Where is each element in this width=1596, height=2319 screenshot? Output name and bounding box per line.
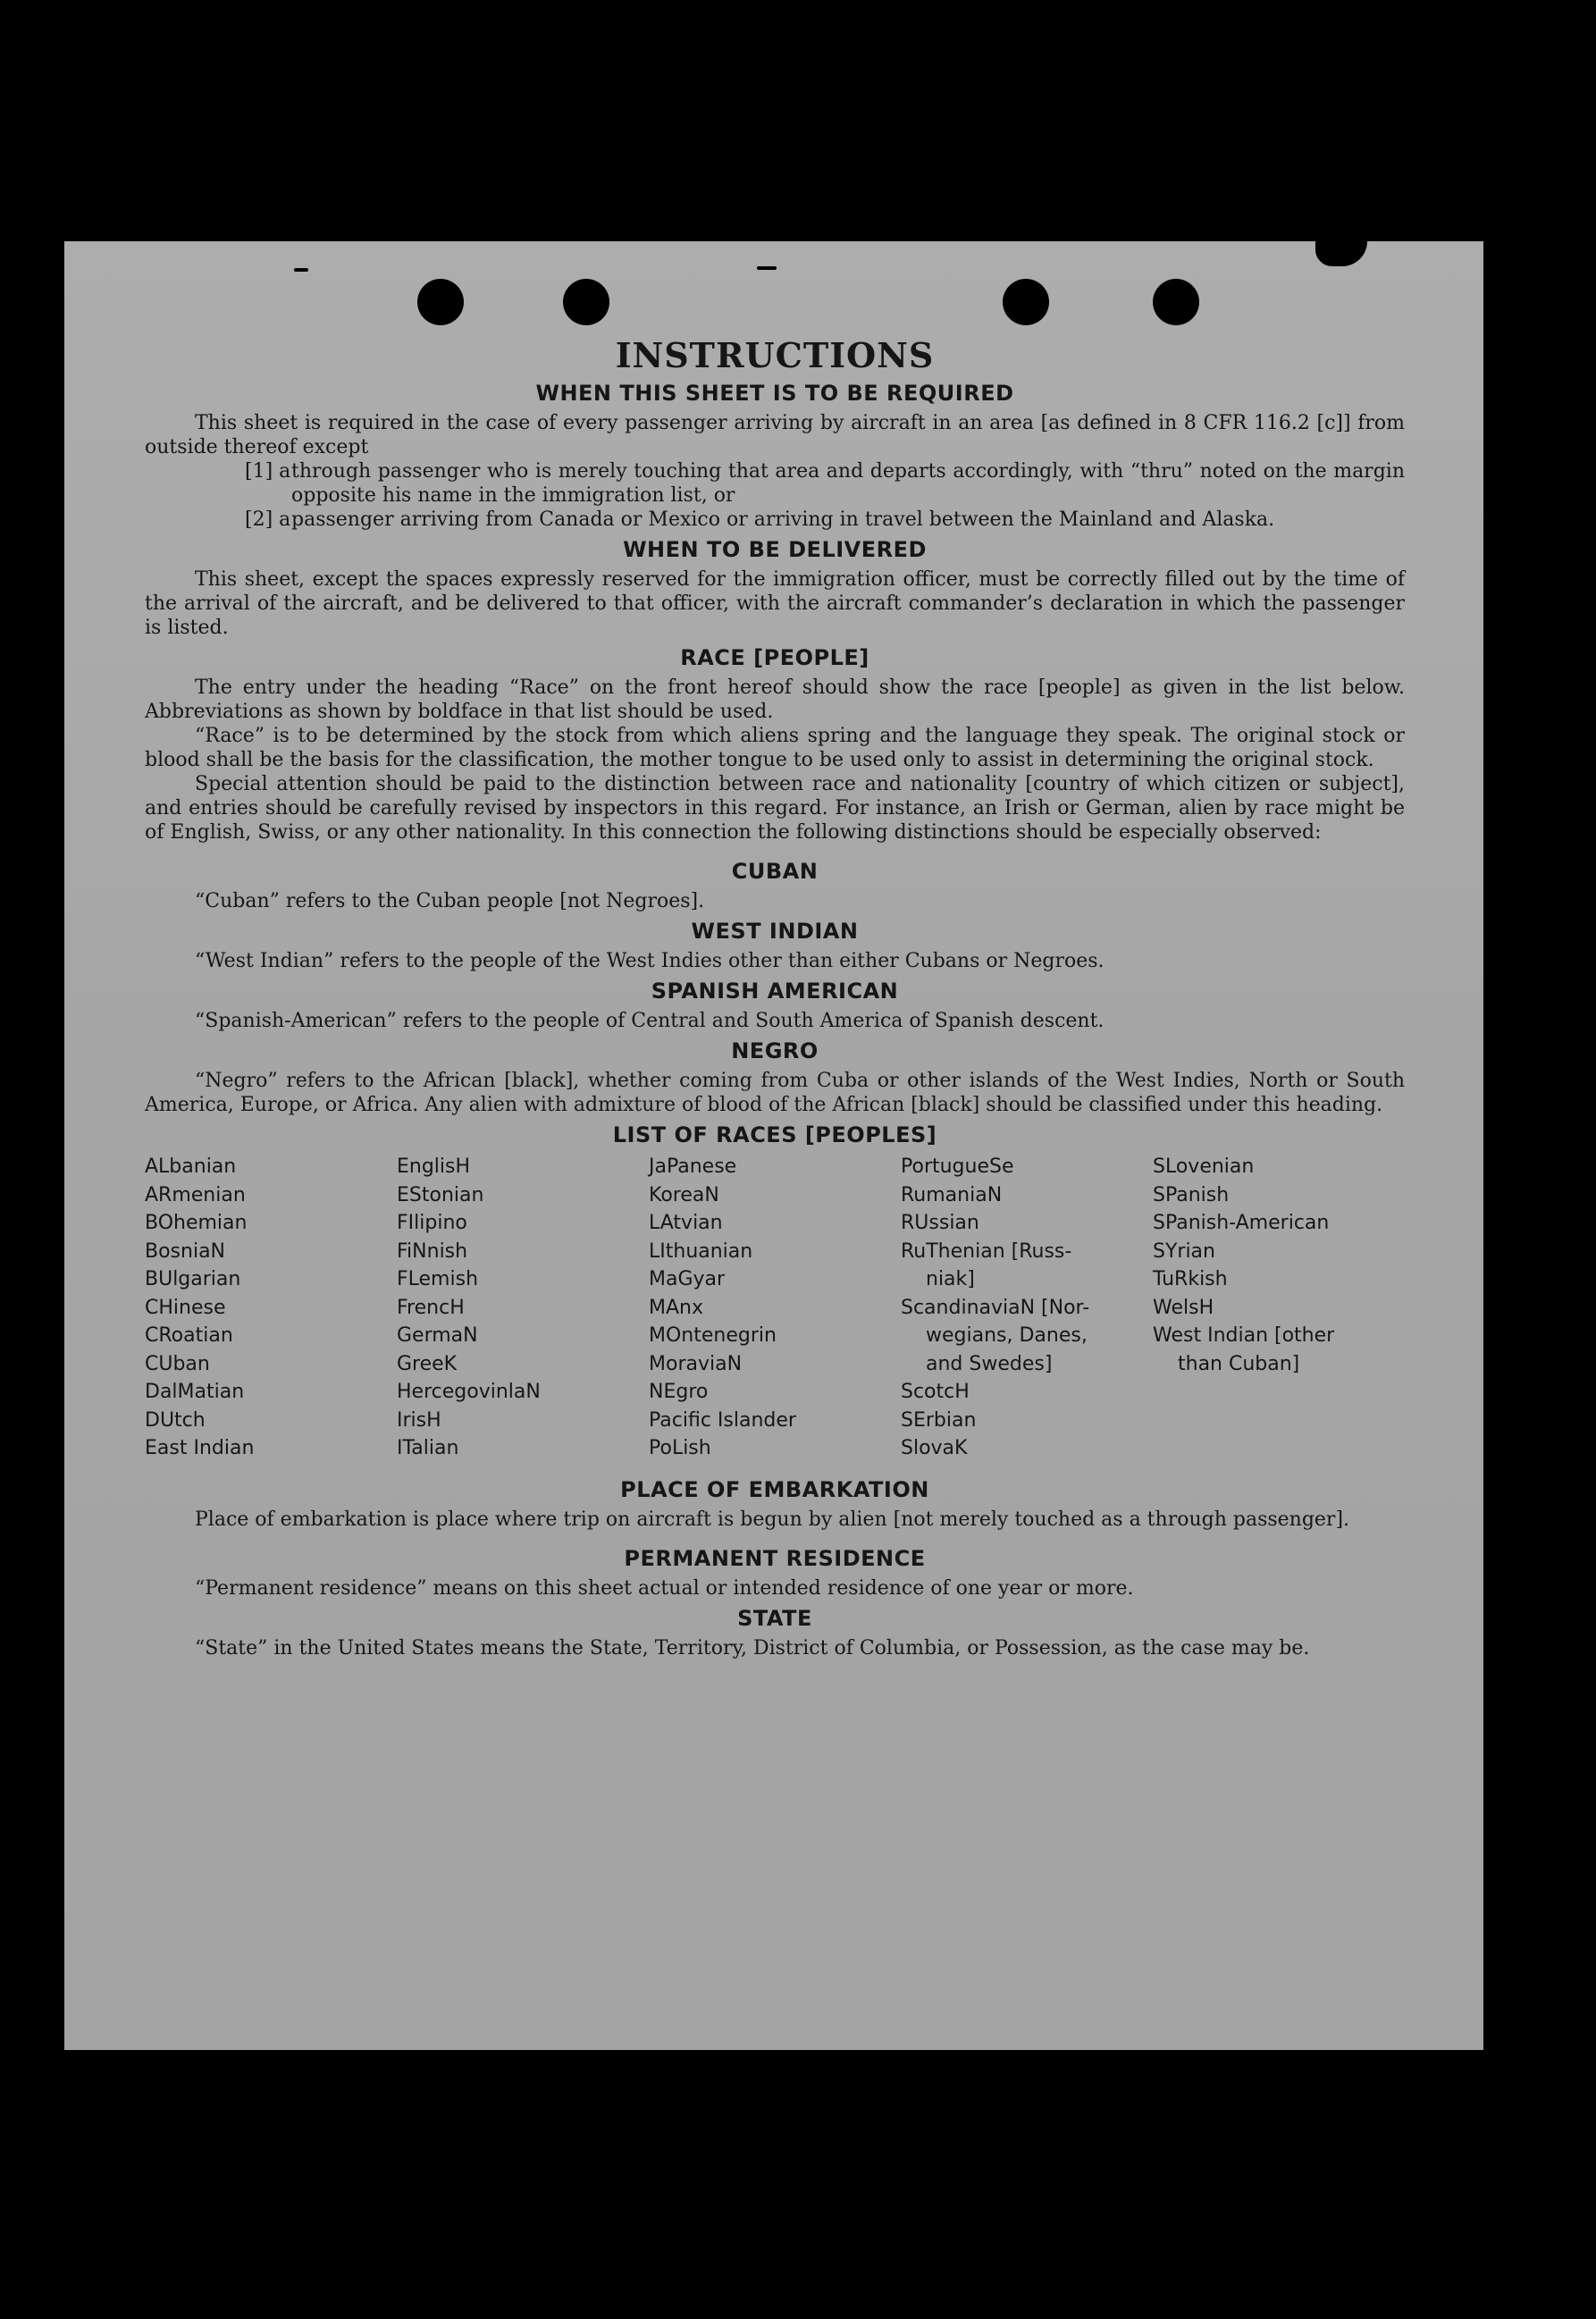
torn-corner — [1315, 241, 1367, 266]
race-entry: BUlgarian — [145, 1268, 241, 1290]
heading-cuban: CUBAN — [731, 859, 819, 884]
race-entry: ScandinaviaN [Nor- — [901, 1296, 1090, 1319]
race-entry: SLovenian — [1153, 1155, 1255, 1178]
race-entry: SPanish — [1153, 1183, 1230, 1206]
race-entry: RuThenian [Russ- — [901, 1239, 1072, 1263]
exception-item — [245, 459, 1405, 508]
race-entry: EnglisH — [397, 1155, 471, 1178]
race-entry: SErbian — [901, 1408, 977, 1432]
race-entry: MOntenegrin — [649, 1324, 777, 1347]
race-entry: GreeK — [397, 1352, 458, 1375]
race-entry: FIlipino — [397, 1212, 467, 1234]
race-entry: DalMatian — [145, 1381, 245, 1403]
heading-negro: NEGRO — [731, 1038, 819, 1063]
race-entry: ALbanian — [145, 1155, 237, 1178]
races-column — [397, 1153, 649, 1463]
race-entry: RUssian — [901, 1212, 979, 1234]
residence-text: “Permanent residence” means on this sheet actual or intended residence of one year or more. — [195, 1576, 1134, 1600]
race-entry: DUtch — [145, 1408, 206, 1432]
race-paragraph: “Race” is to be determined by the stock from which aliens spring and the language they speak. The original stock or blood shall be the basis for the classification, the mother tongue to be used only to assist in determining the original stock. — [145, 725, 1405, 771]
heading-when-required: WHEN THIS SHEET IS TO BE REQUIRED — [535, 381, 1014, 406]
race-entry: BosniaN — [145, 1239, 226, 1263]
race-entry: FiNnish — [397, 1239, 468, 1263]
race-entry: FLemish — [397, 1268, 479, 1290]
when-required-intro: This sheet is required in the case of every passenger arriving by aircraft in an area [as defined in 8 CFR 116.2 [c]] from outside thereof except — [145, 412, 1405, 458]
race-entry: PortugueSe — [901, 1155, 1014, 1178]
race-entry: EStonian — [397, 1183, 484, 1206]
race-entry: ScotcH — [901, 1381, 970, 1403]
heading-spanish-american: SPANISH AMERICAN — [651, 979, 899, 1004]
state-text: “State” in the United States means the State, Territory, District of Columbia, or Possession, as the case may be. — [195, 1636, 1310, 1659]
race-entry: IrisH — [397, 1408, 441, 1432]
negro-text: “Negro” refers to the African [black], whether coming from Cuba or other islands of the West Indies, North or South America, Europe, or Africa. Any alien with admixture of blood of the African [black] should be classified under this heading. — [145, 1070, 1405, 1116]
punch-hole-4 — [1153, 279, 1199, 325]
races-column — [145, 1153, 397, 1463]
speck — [757, 266, 777, 270]
race-entry: MaGyar — [649, 1268, 726, 1290]
exception-list — [245, 459, 1405, 532]
speck — [294, 268, 308, 272]
race-entry: JaPanese — [649, 1155, 737, 1178]
race-entry: GermaN — [397, 1324, 478, 1347]
race-entry: West Indian [other — [1153, 1324, 1335, 1347]
races-table — [145, 1153, 1405, 1463]
race-paragraph: Special attention should be paid to the distinction between race and nationality [country of which citizen or subject], and entries should be carefully revised by inspectors in this regard. For instance, an Irish or German, alien by race might be of English, Swiss, or any other nationality. In this connection the following distinctions should be especially observed: — [145, 773, 1405, 844]
race-entry: SlovaK — [901, 1437, 968, 1459]
page-title: INSTRUCTIONS — [615, 335, 935, 375]
exception-text: through passenger who is merely touching that area and departs accordingly, with “thru” noted on the margin opposite his name in the immigration list, or — [291, 460, 1405, 507]
race-entry: Pacific Islander — [649, 1408, 796, 1432]
race-entry: SYrian — [1153, 1239, 1215, 1263]
race-entry: KoreaN — [649, 1183, 719, 1206]
races-column — [649, 1153, 901, 1463]
punch-hole-2 — [563, 279, 609, 325]
race-entry-continued: wegians, Danes, — [926, 1324, 1088, 1347]
heading-permanent-residence: PERMANENT RESIDENCE — [624, 1545, 926, 1571]
exception-text: passenger arriving from Canada or Mexico or arriving in travel between the Mainland and Alaska. — [291, 508, 1275, 531]
race-entry: MAnx — [649, 1296, 703, 1319]
heading-west-indian: WEST INDIAN — [691, 919, 859, 944]
heading-embarkation: PLACE OF EMBARKATION — [620, 1476, 929, 1502]
race-paragraph: The entry under the heading “Race” on the front hereof should show the race [people] as given in the list below. Abbreviations as shown by boldface in that list should be used. — [145, 676, 1405, 723]
exception-number: [1] a — [245, 460, 291, 483]
heading-list-of-races: LIST OF RACES [PEOPLES] — [612, 1122, 937, 1147]
races-column — [1153, 1153, 1405, 1463]
punch-hole-3 — [1003, 279, 1049, 325]
race-entry: RumaniaN — [901, 1183, 1003, 1206]
west-indian-text: “West Indian” refers to the people of the West Indies other than either Cubans or Negroes. — [195, 950, 1105, 972]
race-entry: East Indian — [145, 1437, 255, 1459]
race-entry: ITalian — [397, 1437, 459, 1459]
race-entry: TuRkish — [1153, 1268, 1228, 1290]
race-entry: WelsH — [1153, 1296, 1214, 1319]
race-entry: MoraviaN — [649, 1352, 743, 1375]
document-sheet — [64, 241, 1483, 2050]
cuban-text: “Cuban” refers to the Cuban people [not Negroes]. — [195, 890, 705, 912]
exception-item — [245, 508, 1405, 532]
race-entry: FrencH — [397, 1296, 465, 1319]
heading-state: STATE — [737, 1605, 812, 1631]
race-entry-continued: than Cuban] — [1178, 1352, 1300, 1375]
races-column — [901, 1153, 1153, 1463]
spanish-american-text: “Spanish-American” refers to the people of Central and South America of Spanish descent. — [195, 1010, 1105, 1032]
race-entry: NEgro — [649, 1381, 709, 1403]
embarkation-text: Place of embarkation is place where trip on aircraft is begun by alien [not merely touched as a through passenger]. — [195, 1508, 1350, 1531]
heading-race: RACE [PEOPLE] — [680, 645, 869, 670]
race-entry-continued: niak] — [926, 1268, 975, 1290]
race-entry: HercegovinlaN — [397, 1381, 541, 1403]
race-entry: LAtvian — [649, 1212, 723, 1234]
exception-number: [2] a — [245, 508, 291, 531]
race-entry: SPanish-American — [1153, 1212, 1330, 1234]
instructions-content — [145, 335, 1405, 1660]
race-entry: CRoatian — [145, 1324, 233, 1347]
race-entry: BOhemian — [145, 1212, 248, 1234]
race-entry: PoLish — [649, 1437, 711, 1459]
race-entry: CUban — [145, 1352, 210, 1375]
race-entry: LIthuanian — [649, 1239, 753, 1263]
race-entry: CHinese — [145, 1296, 226, 1319]
race-entry-continued: and Swedes] — [926, 1352, 1053, 1375]
heading-when-delivered: WHEN TO BE DELIVERED — [623, 537, 927, 562]
race-entry: ARmenian — [145, 1183, 246, 1206]
when-delivered-text: This sheet, except the spaces expressly reserved for the immigration officer, must be correctly filled out by the time of the arrival of the aircraft, and be delivered to that officer, with the aircraft commander’s declaration in which the passenger is listed. — [145, 568, 1405, 639]
punch-hole-1 — [417, 279, 464, 325]
